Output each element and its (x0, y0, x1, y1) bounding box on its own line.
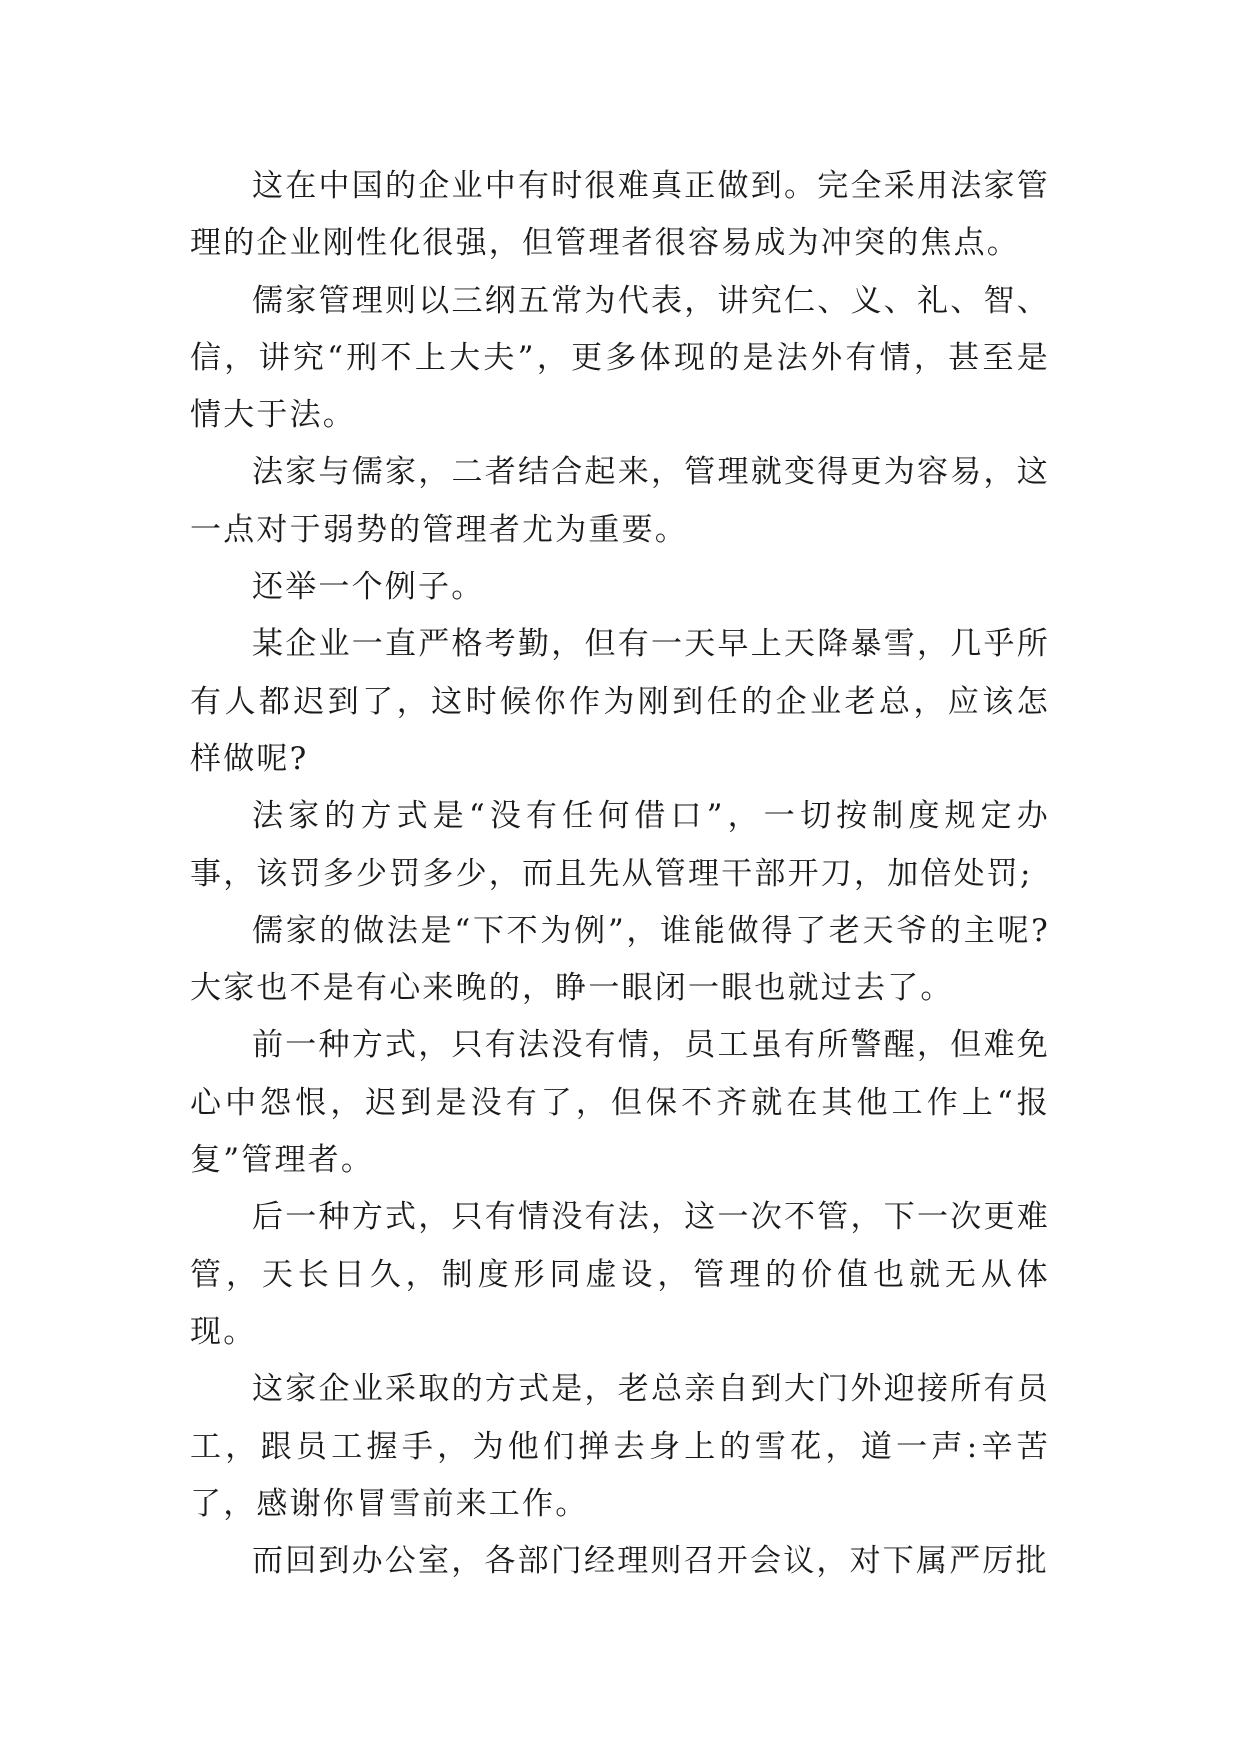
paragraph: 儒家的做法是“下不为例”，谁能做得了老天爷的主呢?大家也不是有心来晚的，睁一眼闭一眼也就过去了。 (190, 912, 1050, 1007)
paragraph: 前一种方式，只有法没有情，员工虽有所警醒，但难免心中怨恨，迟到是没有了，但保不齐就在其他工作上“报复”管理者。 (190, 1027, 1050, 1179)
paragraph: 而回到办公室，各部门经理则召开会议，对下属严厉批 (252, 1543, 1049, 1580)
paragraph: 这在中国的企业中有时很难真正做到。完全采用法家管理的企业刚性化很强，但管理者很容易成为冲突的焦点。 (190, 168, 1050, 262)
paragraph: 后一种方式，只有情没有法，这一次不管，下一次更难管，天长日久，制度形同虚设，管理的价值也就无从体现。 (190, 1199, 1050, 1350)
paragraph: 还举一个例子。 (252, 569, 485, 606)
paragraph: 法家与儒家，二者结合起来，管理就变得更为容易，这一点对于弱势的管理者尤为重要。 (190, 454, 1050, 548)
paragraph: 儒家管理则以三纲五常为代表，讲究仁、义、礼、智、信，讲究“刑不上大夫”，更多体现的是法外有情，甚至是情大于法。 (190, 282, 1050, 434)
document-body (190, 158, 1050, 1590)
paragraph: 某企业一直严格考勤，但有一天早上天降暴雪，几乎所有人都迟到了，这时候你作为刚到任的企业老总，应该怎样做呢? (190, 626, 1050, 777)
paragraph: 这家企业采取的方式是，老总亲自到大门外迎接所有员工，跟员工握手，为他们掸去身上的雪花，道一声:辛苦了，感谢你冒雪前来工作。 (190, 1371, 1050, 1522)
paragraph: 法家的方式是“没有任何借口”，一切按制度规定办事，该罚多少罚多少，而且先从管理干部开刀，加倍处罚; (190, 798, 1050, 892)
